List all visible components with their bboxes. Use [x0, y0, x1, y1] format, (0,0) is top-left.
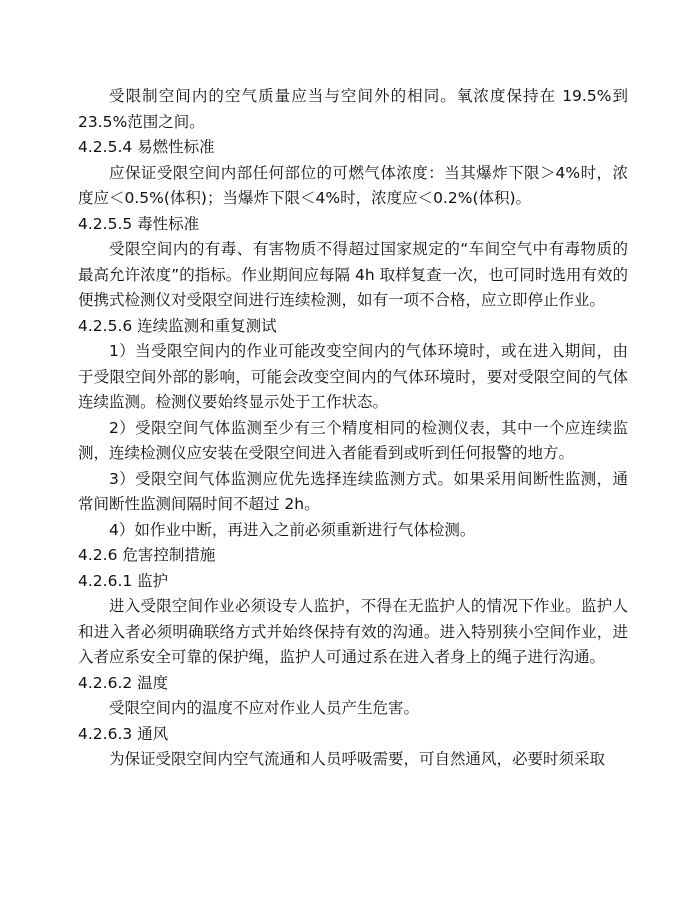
paragraph-supervision: 进入受限空间作业必须设专人监护，不得在无监护人的情况下作业。监护人和进入者必须明确联络方式并始终保持有效的沟通。进入特别狭小空间作业，进入者应系安全可靠的保护绳，监护人可通过系在进入者身上的绳子进行沟通。 — [78, 597, 628, 666]
list-item-continuous-4: 4）如作业中断，再进入之前必须重新进行气体检测。 — [109, 520, 476, 539]
paragraph-ventilation: 为保证受限空间内空气流通和人员呼吸需要，可自然通风，必要时须采取 — [109, 750, 606, 768]
section-heading-4-2-6-2: 4.2.6.2 温度 — [78, 673, 169, 692]
list-item-continuous-1: 1）当受限空间内的作业可能改变空间内的气体环境时，或在进入期间，由于受限空间外部的影响，可能会改变空间内的气体环境时，要对受限空间的气体连续监测。检测仪要始终显示处于工作状态。 — [78, 342, 628, 411]
paragraph-temperature: 受限空间内的温度不应对作业人员产生危害。 — [109, 699, 420, 717]
paragraph-toxicity: 受限空间内的有毒、有害物质不得超过国家规定的“车间空气中有毒物质的最高允许浓度”的指标。作业期间应每隔 4h 取样复查一次，也可同时选用有效的便携式检测仪对受限空间进行连续检测，如有一项不合格，应立即停止作业。 — [78, 240, 628, 309]
paragraph-oxygen-level: 受限制空间内的空气质量应当与空间外的相同。氧浓度保持在 19.5%到23.5%范围之间。 — [78, 87, 628, 131]
section-heading-4-2-5-5: 4.2.5.5 毒性标准 — [78, 214, 200, 233]
section-heading-4-2-6: 4.2.6 危害控制措施 — [78, 546, 216, 564]
list-item-continuous-3: 3）受限空间气体监测应优先选择连续监测方式。如果采用间断性监测，通常间断性监测间隔时间不超过 2h。 — [78, 469, 628, 513]
section-heading-4-2-5-4: 4.2.5.4 易燃性标准 — [78, 138, 215, 156]
section-heading-4-2-5-6: 4.2.5.6 连续监测和重复测试 — [78, 316, 277, 335]
paragraph-flammability: 应保证受限空间内部任何部位的可燃气体浓度：当其爆炸下限＞4%时，浓度应＜0.5%(体积)；当爆炸下限＜4%时，浓度应＜0.2%(体积)。 — [78, 163, 628, 207]
section-heading-4-2-6-1: 4.2.6.1 监护 — [78, 571, 169, 590]
list-item-continuous-2: 2）受限空间气体监测至少有三个精度相同的检测仪表，其中一个应连续监测，连续检测仪应安装在受限空间进入者能看到或听到任何报警的地方。 — [78, 418, 628, 462]
section-heading-4-2-6-3: 4.2.6.3 通风 — [78, 724, 169, 743]
